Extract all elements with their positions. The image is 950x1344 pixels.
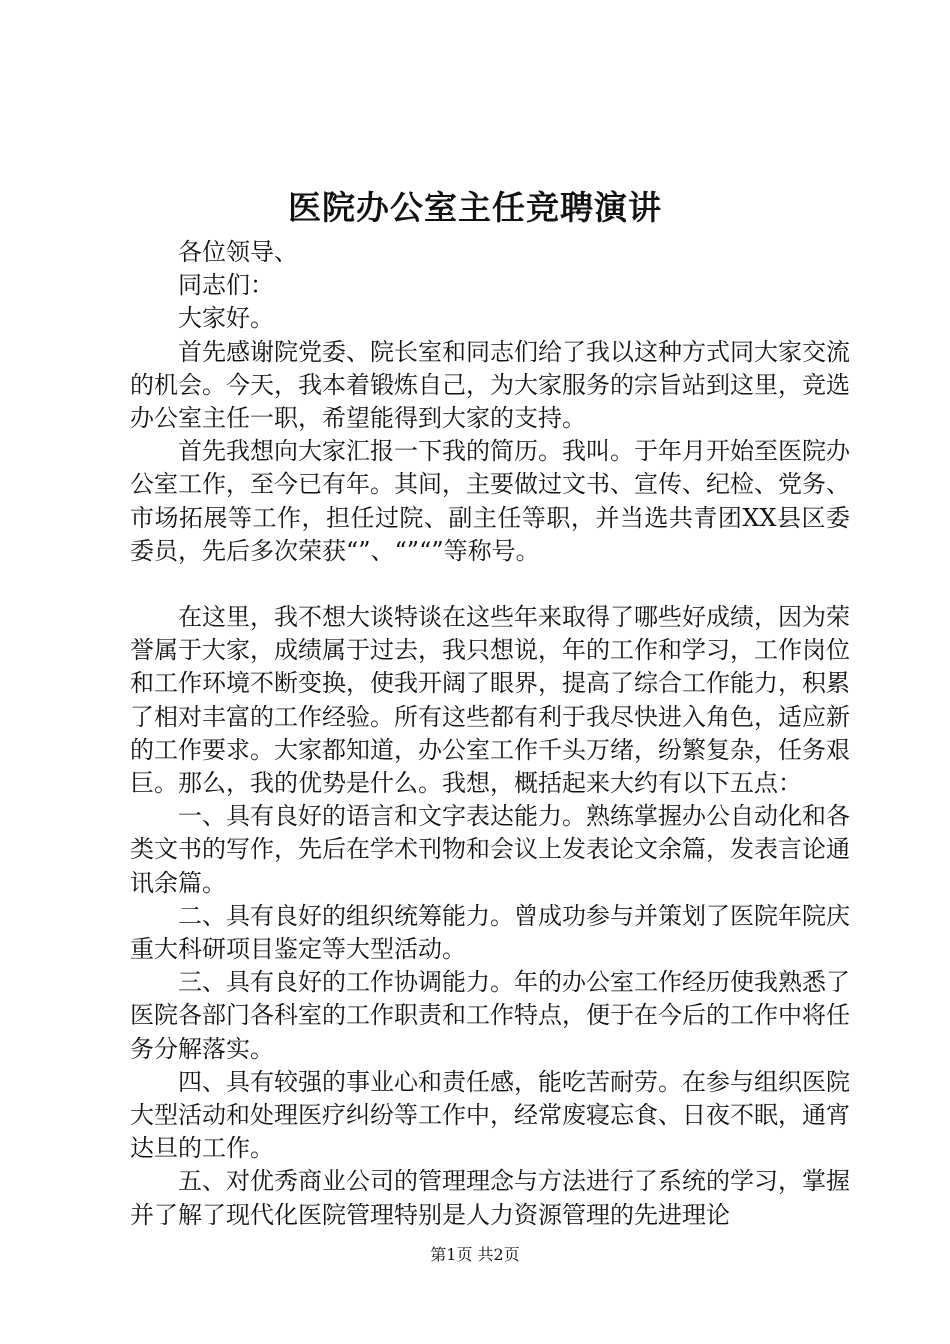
paragraph-point-2: 二、具有良好的组织统筹能力。曾成功参与并策划了医院年院庆重大科研项目鉴定等大型活动。 — [130, 901, 850, 964]
paragraph-advantages-intro: 在这里，我不想大谈特谈在这些年来取得了哪些好成绩，因为荣誉属于大家，成绩属于过去，我只想说，年的工作和学习，工作岗位和工作环境不断变换，使我开阔了眼界，提高了综合工作能力，积累了相对丰富的工作经验。所有这些都有利于我尽快进入角色，适应新的工作要求。大家都知道，办公室工作千头万绪，纷繁复杂，任务艰巨。那么，我的优势是什么。我想，概括起来大约有以下五点： — [130, 603, 850, 798]
paragraph-thanks: 首先感谢院党委、院长室和同志们给了我以这种方式同大家交流的机会。今天，我本着锻炼自己，为大家服务的宗旨站到这里，竞选办公室主任一职，希望能得到大家的支持。 — [130, 337, 850, 433]
paragraph-point-5: 五、对优秀商业公司的管理理念与方法进行了系统的学习，掌握并了解了现代化医院管理特别是人力资源管理的先进理论 — [130, 1167, 850, 1229]
document-title: 医院办公室主任竞聘演讲 — [288, 188, 662, 227]
document-body — [130, 236, 850, 1232]
paragraph-point-3: 三、具有良好的工作协调能力。年的办公室工作经历使我熟悉了医院各部门各科室的工作职责和工作特点，便于在今后的工作中将任务分解落实。 — [130, 968, 850, 1063]
paragraph-point-1: 一、具有良好的语言和文字表达能力。熟练掌握办公自动化和各类文书的写作，先后在学术刊物和会议上发表论文余篇，发表言论通讯余篇。 — [130, 802, 850, 897]
page-number: 第1页 共2页 — [430, 1245, 520, 1264]
paragraph-point-4: 四、具有较强的事业心和责任感，能吃苦耐劳。在参与组织医院大型活动和处理医疗纠纷等工作中，经常废寝忘食、日夜不眠，通宵达旦的工作。 — [130, 1067, 850, 1163]
salutation-leaders: 各位领导、 — [178, 238, 298, 266]
paragraph-resume: 首先我想向大家汇报一下我的简历。我叫。于年月开始至医院办公室工作，至今已有年。其间，主要做过文书、宣传、纪检、党务、市场拓展等工作，担任过院、副主任等职，并当选共青团XX县区委委员，先后多次荣获“”、“”“”等称号。 — [130, 437, 850, 565]
salutation-comrades: 同志们： — [178, 271, 274, 300]
greeting: 大家好。 — [178, 304, 274, 333]
